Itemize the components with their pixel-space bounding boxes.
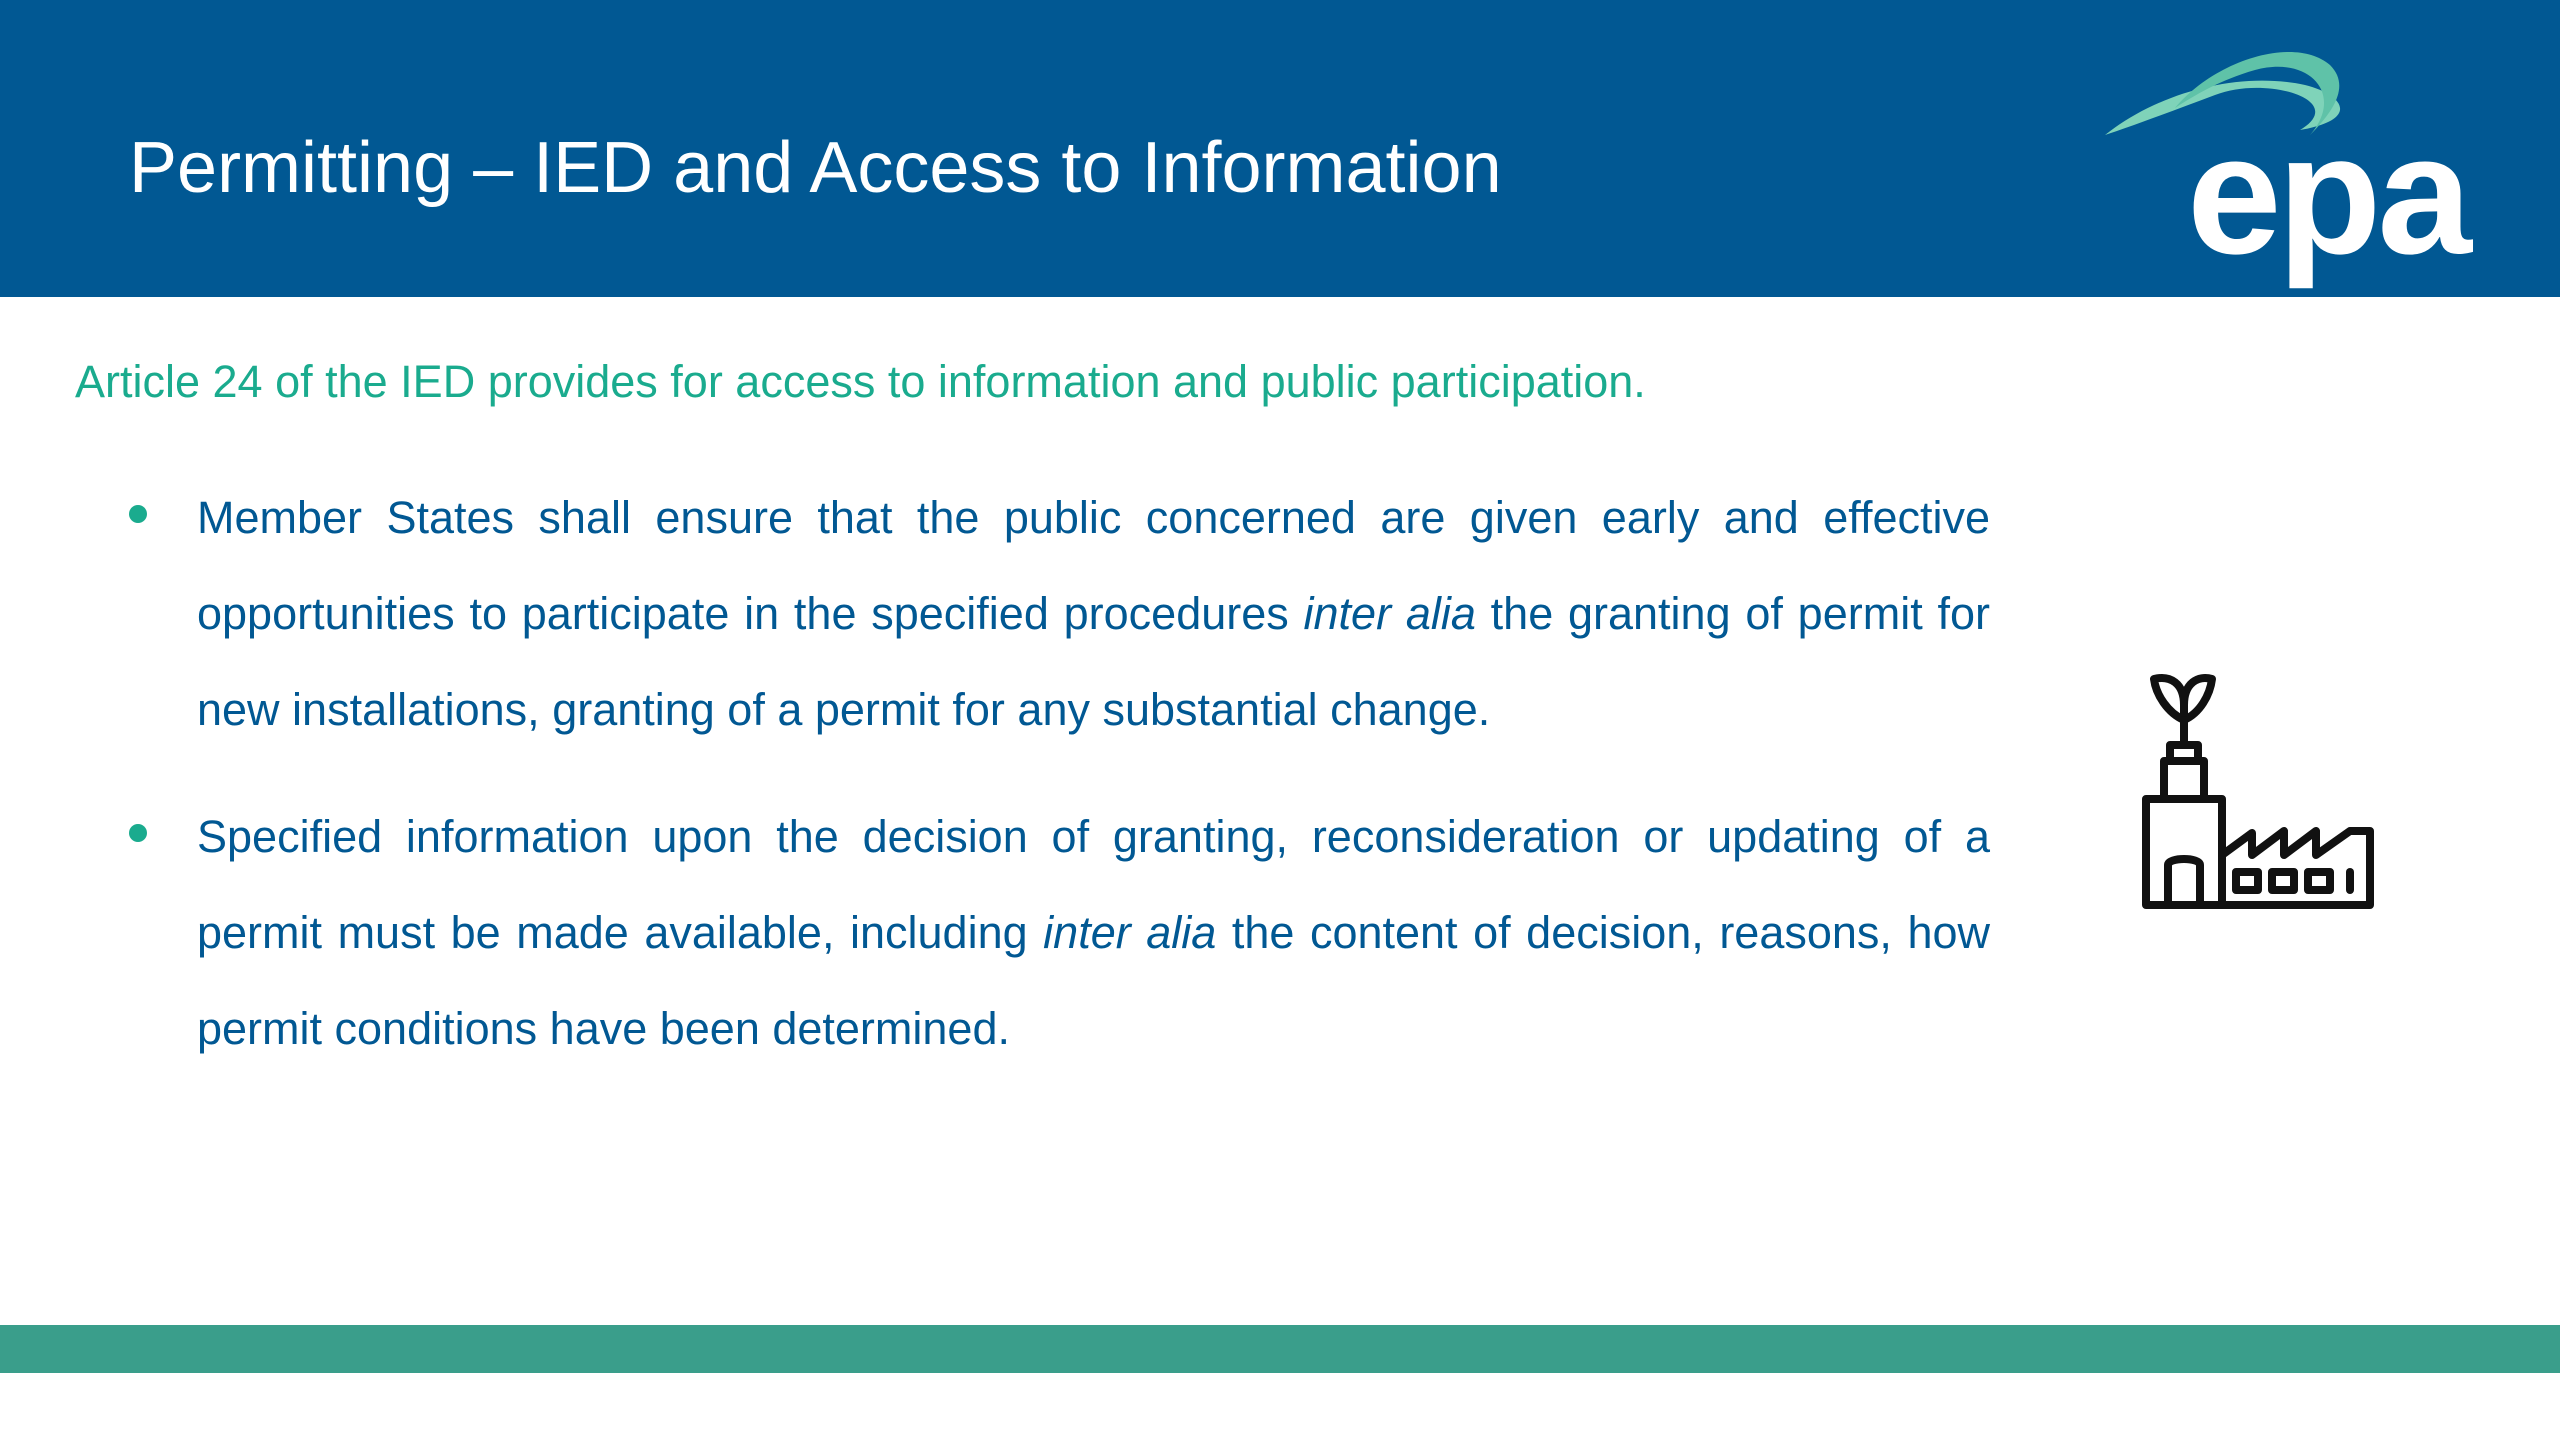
epa-logo-text: epa [2187, 100, 2468, 290]
bullet-text-segment: the content of decision, reasons, how permit conditions have been determined. [197, 907, 1991, 1054]
footer-bar [0, 1325, 2560, 1373]
bullet-italic-term: inter alia [1043, 907, 1217, 958]
epa-logo [2095, 40, 2468, 290]
bullet-text [197, 789, 1990, 1077]
bullet-dot-icon [129, 505, 147, 523]
bullet-list [120, 470, 1990, 1108]
header-banner [0, 0, 2560, 297]
bullet-dot-icon [129, 824, 147, 842]
bullet-italic-term: inter alia [1303, 588, 1476, 639]
bullet-text [197, 470, 1990, 758]
list-item [120, 789, 1990, 1077]
page-title: Permitting – IED and Access to Information [129, 128, 1502, 208]
bullet-text-segment: Specified information upon the decision of granting, reconsideration or updating of a permit must be made available, including [197, 811, 1990, 958]
intro-text: Article 24 of the IED provides for access to information and public participation. [75, 356, 1646, 407]
bullet-text-segment: the granting of permit for new installations, granting of a permit for any substantial change. [197, 588, 1990, 735]
bullet-text-segment: Member States shall ensure that the public concerned are given early and effective opportunities to participate in the specified procedures [197, 492, 1990, 639]
factory-with-plant-icon [2140, 665, 2390, 915]
list-item [120, 470, 1990, 758]
